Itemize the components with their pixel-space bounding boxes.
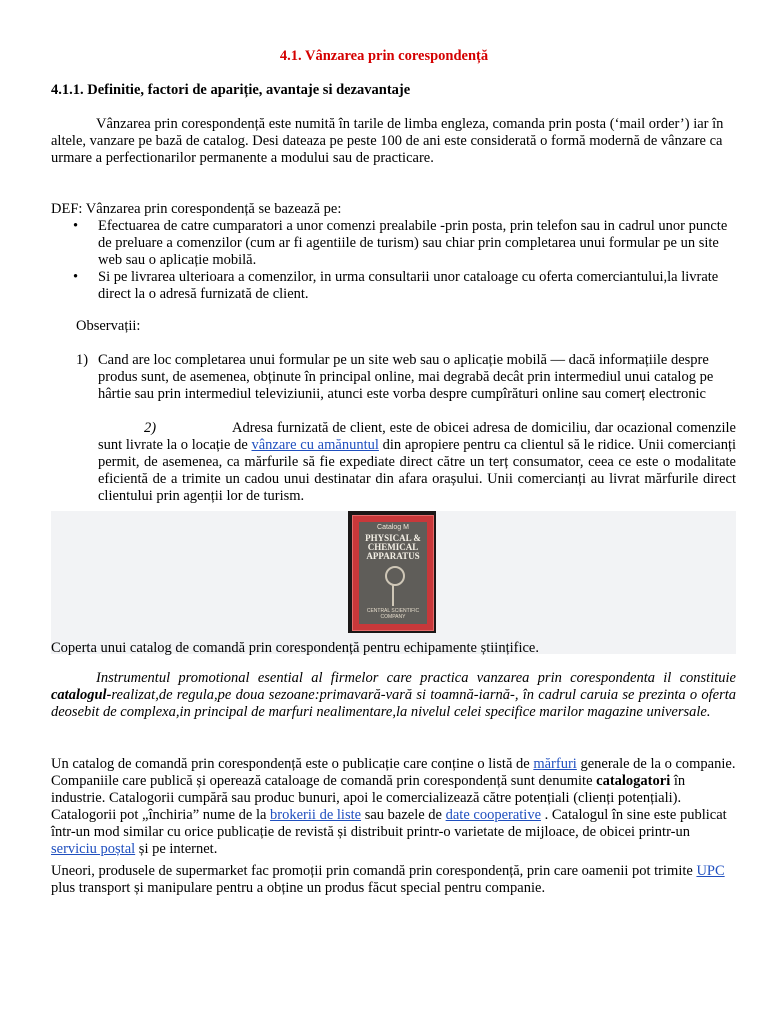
paragraph-text: realizat,de regula,pe doua sezoane:primavară-vară si toamnă-iarnă-, în cadrul caruia se prezinta o oferta deosebit de complexa,in principal de marfuri nealimentare,la nivelul celei specifice marilor magazine universale. <box>51 687 736 720</box>
observations-heading: Observații: <box>76 318 141 334</box>
catalog-cover-text: Catalog M <box>377 524 409 531</box>
paragraph-text: în industrie. Catalogorii cumpără sau produc bunuri, apoi le comercializează către potențiali (clienți potențiali). Catalogorii pot „închiria” nume de la <box>51 773 686 823</box>
goods-link[interactable]: mărfuri <box>533 756 577 772</box>
paragraph-text: Un catalog de comandă prin corespondență este o publicație care conține o listă de <box>51 756 534 772</box>
paragraph-text: Adresa furnizată de client, este de obicei adresa de domiciliu, dar ocazional comenzile sunt livrate la o locație de <box>98 420 736 453</box>
cooperative-data-link[interactable]: date cooperative <box>445 807 542 823</box>
paragraph-text: și pe internet. <box>135 841 218 857</box>
bullet-icon: • <box>73 269 79 285</box>
bold-term: catalogatori <box>596 773 671 789</box>
catalog-cover-image <box>348 511 436 633</box>
list-item <box>51 269 736 303</box>
section-heading: 4.1.1. Definitie, factori de apariție, avantaje si dezavantaje <box>51 82 411 98</box>
catalog-cover-title: PHYSICAL & CHEMICAL APPARATUS <box>365 533 421 561</box>
definition-list <box>51 218 736 303</box>
list-item-text: Cand are loc completarea unui formular pe un site web sau o aplicație mobilă — dacă informațiile despre produs sunt, de asemenea, obținute în principal online, mai degrabă decât prin intermediul unui catalog pe hârtie sau prin intermediul televiziunii, atunci este vorba despre cumpîrături online sau comerț electronic <box>98 352 714 402</box>
emblem-stem <box>392 584 394 606</box>
page-title: 4.1. Vânzarea prin corespondență <box>279 48 489 64</box>
bullet-icon: • <box>73 218 79 234</box>
paragraph-text: Instrumentul promotional esential al firmelor care practica vanzarea prin corespondenta il constituie <box>96 670 736 686</box>
definition-heading: DEF: Vânzarea prin corespondență se bazează pe: <box>51 201 342 217</box>
list-item-text: Si pe livrarea ulterioara a comenzilor, in urma consultarii unor cataloage cu oferta comerciantului,la livrate direct la o adresă furnizată de client. <box>98 269 719 302</box>
observations-list <box>51 352 736 403</box>
upc-link[interactable]: UPC <box>696 863 725 879</box>
retail-link[interactable]: vânzare cu amănuntul <box>251 437 379 453</box>
emblem-icon <box>385 566 405 586</box>
bold-term: catalogul- <box>51 687 112 703</box>
paragraph-text: sau bazele de <box>361 807 446 823</box>
list-item <box>51 352 736 403</box>
paragraph-text: generale de la o companie. Companiile care publică și operează cataloage de comandă prin corespondență sunt denumite <box>51 756 736 789</box>
list-number: 1) <box>76 352 89 368</box>
figure-caption: Coperta unui catalog de comandă prin corespondență pentru echipamente științifice. <box>51 640 539 656</box>
postal-service-link[interactable]: serviciu poștal <box>51 841 136 857</box>
paragraph-text: din apropiere pentru ca clientul să le ridice. Unii comercianți permit, de asemenea, ca mărfurile să fie expediate direct către un terț consumator, ceea ce este o modalitate eficientă de a trimite un cadou unui destinatar din afara orașului. Unii comercianți au livrat mărfurile direct clientului prin agenții lor de turism. <box>98 437 737 504</box>
list-item-text: Efectuarea de catre cumparatori a unor comenzi prealabile -prin posta, prin telefon sau in cadrul unor puncte de preluare a comenzilor (cum ar fi agentiile de turism) sau chiar prin completarea unui formular pe un site web sau o aplicație mobilă. <box>98 218 728 268</box>
list-item <box>51 218 736 269</box>
catalog-cover-publisher: CENTRAL SCIENTIFIC COMPANY <box>366 608 420 620</box>
paragraph-text: plus transport și manipulare pentru a obține un produs făcut special pentru companie. <box>51 880 546 896</box>
observation-2-paragraph <box>98 420 736 505</box>
figure-container <box>51 511 736 654</box>
catalog-paragraph <box>51 756 736 858</box>
promotional-paragraph <box>51 670 736 721</box>
list-brokers-link[interactable]: brokerii de liste <box>270 807 362 823</box>
list-number: 2) <box>144 420 157 436</box>
intro-paragraph: Vânzarea prin corespondență este numită în tarile de limba engleza, comanda prin posta (‘mail order’) iar în altele, vanzare pe bază de catalog. Desi dateaza pe peste 100 de ani este considerată o formă modernă de vânzare ca urmare a perfectionarilor permanente a modului sau de practicare. <box>51 116 724 166</box>
paragraph-text: Uneori, produsele de supermarket fac promoții prin comandă prin corespondență, prin care oamenii pot trimite <box>51 863 697 879</box>
supermarket-paragraph <box>51 863 736 897</box>
paragraph-text: . Catalogul în sine este publicat într-un mod similar cu orice publicație de revistă și distribuit printr-o varietate de mijloace, de obicei printr-un <box>51 807 727 840</box>
